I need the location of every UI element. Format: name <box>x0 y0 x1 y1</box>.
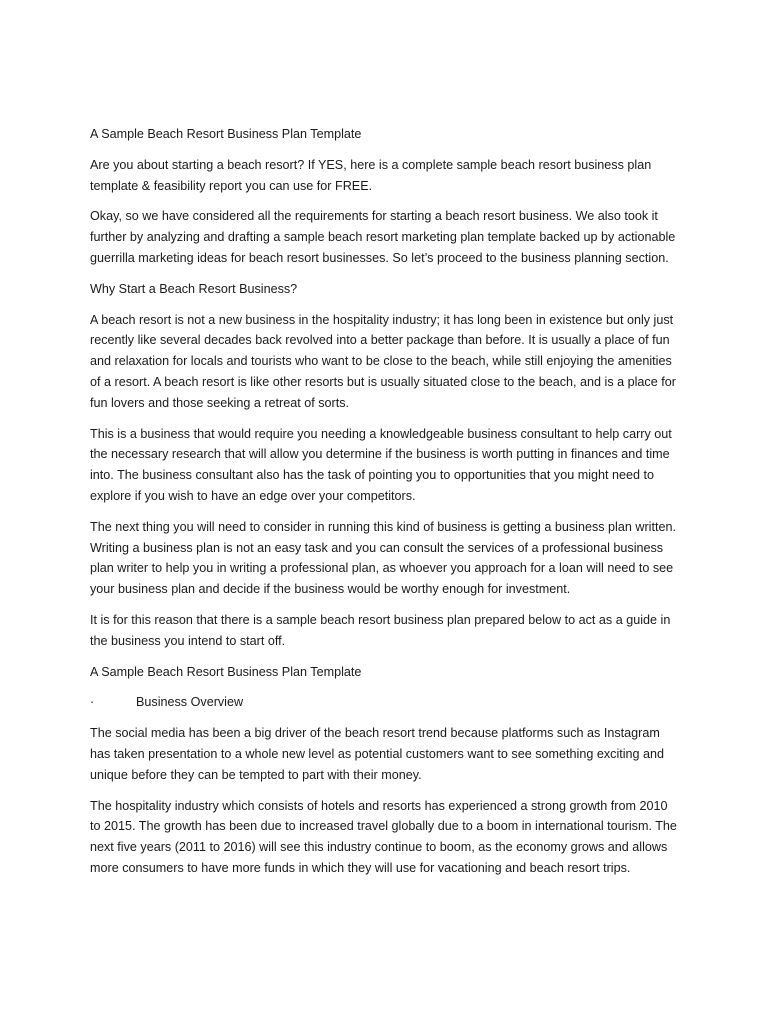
business-overview-bullet <box>90 692 680 713</box>
business-overview-label: Business Overview <box>136 695 244 710</box>
sample-plan-reason-paragraph: It is for this reason that there is a sample beach resort business plan prepared below to act as a guide in the business you intend to start off. <box>90 612 671 648</box>
bullet-mark: · <box>90 695 95 710</box>
document-body <box>90 124 680 889</box>
template-heading: A Sample Beach Resort Business Plan Template <box>90 664 362 679</box>
requirements-paragraph: Okay, so we have considered all the requirements for starting a beach resort business. We also took it further by analyzing and drafting a sample beach resort marketing plan template backed up by actionable guerrilla marketing ideas for beach resort businesses. So let’s proceed to the business planning section. <box>90 209 676 265</box>
hospitality-industry-paragraph: The hospitality industry which consists of hotels and resorts has experienced a strong growth from 2010 to 2015. The growth has been due to increased travel globally due to a boom in international tourism. The next five years (2011 to 2016) will see this industry continue to boom, as the economy grows and allows more consumers to have more funds in which they will use for vacationing and beach resort trips. <box>90 798 677 875</box>
document-title: A Sample Beach Resort Business Plan Template <box>90 127 362 141</box>
beach-resort-description-paragraph: A beach resort is not a new business in the hospitality industry; it has long been in existence but only just recently like several decades back revolved into a better package than before. It is usually a place of fun and relaxation for locals and tourists who want to be close to the beach, while still enjoying the amenities of a resort. A beach resort is like other resorts but is usually situated close to the beach, and is a place for fun lovers and those seeking a retreat of sorts. <box>90 312 676 410</box>
business-plan-paragraph: The next thing you will need to consider in running this kind of business is getting a business plan written. Writing a business plan is not an easy task and you can consult the services of a professional business plan writer to help you in writing a professional plan, as whoever you approach for a loan will need to see your business plan and decide if the business would be worthy enough for investment. <box>90 519 676 597</box>
intro-paragraph: Are you about starting a beach resort? If YES, here is a complete sample beach resort business plan template & feasibility report you can use for FREE. <box>90 157 652 193</box>
why-start-heading: Why Start a Beach Resort Business? <box>90 281 298 296</box>
social-media-paragraph: The social media has been a big driver of the beach resort trend because platforms such as Instagram has taken presentation to a whole new level as potential customers want to see something exciting and unique before they can be tempted to part with their money. <box>90 726 665 782</box>
business-consultant-paragraph: This is a business that would require you needing a knowledgeable business consultant to help carry out the necessary research that will allow you determine if the business is worth putting in finances and time into. The business consultant also has the task of pointing you to opportunities that you might need to explore if you wish to have an edge over your competitors. <box>90 426 672 503</box>
